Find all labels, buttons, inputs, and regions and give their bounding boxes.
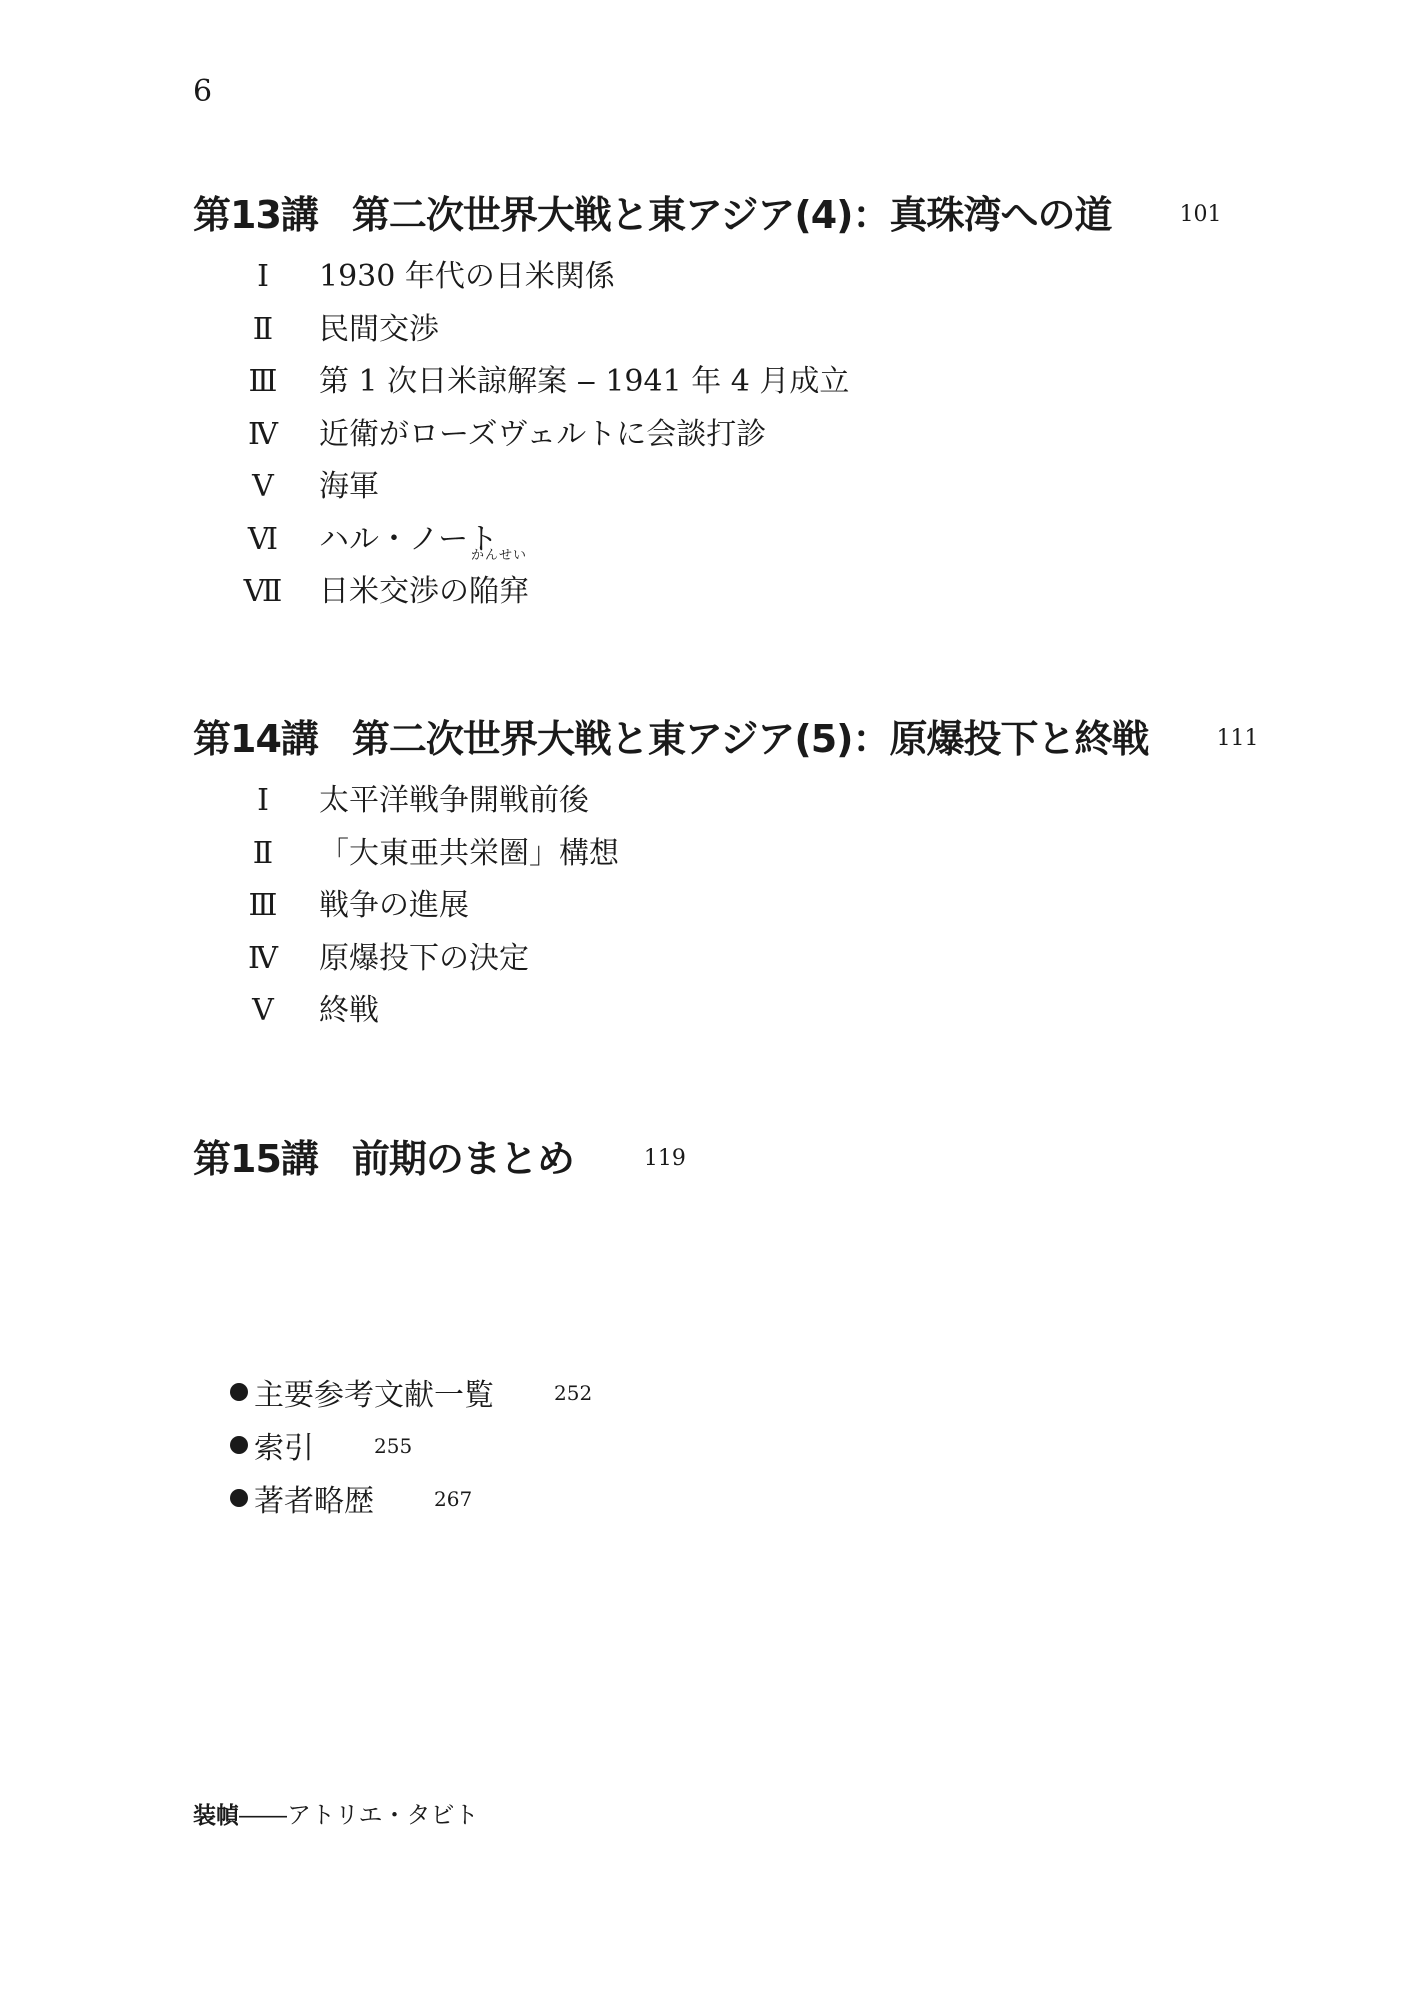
chapter-14: [193, 700, 1259, 1038]
section-item: [193, 409, 1222, 462]
section-item: [193, 514, 1222, 567]
section-title-text: 日米交渉の: [319, 574, 469, 609]
section-number: Ⅴ: [252, 469, 274, 504]
credit-name: アトリエ・タビト: [287, 1801, 479, 1829]
chapter-heading: [193, 1120, 686, 1190]
section-title: 戦争の進展: [319, 888, 469, 923]
chapter-title: [193, 708, 1149, 763]
section-title: 近衛がローズヴェルトに会談打診: [319, 416, 767, 452]
chapter-number: 第14講: [193, 716, 318, 761]
section-number: Ⅱ: [252, 311, 274, 347]
section-number: Ⅲ: [248, 888, 278, 923]
appendix-item: [230, 1365, 592, 1418]
ruby-reading: かんせい: [470, 548, 527, 563]
section-number: Ⅲ: [248, 364, 278, 399]
credit-role: 装幀: [193, 1803, 239, 1829]
section-number: Ⅳ: [248, 416, 278, 452]
chapter-title-text: 第二次世界大戦と東アジア(5)：原爆投下と終戦: [351, 716, 1149, 761]
chapter-title: [193, 184, 1112, 239]
section-item: [193, 828, 1259, 881]
section-title: 太平洋戦争開戦前後: [319, 783, 589, 818]
section-title: 「大東亜共栄圏」構想: [319, 835, 619, 871]
section-title: 第 1 次日米諒解案 ‒ 1941 年 4 月成立: [319, 364, 850, 399]
section-item: [193, 251, 1222, 304]
ruby-word: [469, 548, 529, 619]
appendix-label: 索引: [254, 1430, 314, 1466]
section-list: [193, 251, 1222, 619]
appendix-label: 著者略歴: [254, 1483, 374, 1519]
ruby-base: 陥穽: [469, 574, 529, 609]
design-credit: [193, 1795, 479, 1830]
appendix-item: [230, 1471, 592, 1524]
bullet-icon: [230, 1383, 248, 1401]
section-item: [193, 775, 1259, 828]
chapter-heading: [193, 700, 1259, 770]
section-number: Ⅵ: [247, 521, 279, 557]
section-title: 原爆投下の決定: [319, 940, 529, 976]
credit-dash: ――: [239, 1801, 287, 1829]
section-title: 民間交渉: [319, 311, 439, 347]
bullet-icon: [230, 1436, 248, 1454]
appendix-item: [230, 1418, 592, 1471]
section-item: [193, 548, 1222, 619]
appendix-page-number: 267: [434, 1486, 473, 1511]
section-title: 1930 年代の日米関係: [319, 259, 615, 294]
section-item: [193, 933, 1259, 986]
chapter-number: 第13講: [193, 192, 318, 237]
bullet-icon: [230, 1489, 248, 1507]
appendix-page-number: 252: [554, 1380, 593, 1405]
section-list: [193, 775, 1259, 1038]
chapter-page-number: 101: [1179, 201, 1222, 227]
section-number: Ⅰ: [257, 783, 269, 818]
chapter-title-text: 第二次世界大戦と東アジア(4)：真珠湾への道: [351, 192, 1112, 237]
chapter-title-text: 前期のまとめ: [351, 1136, 574, 1181]
appendix-list: [230, 1365, 592, 1524]
section-item: [193, 356, 1222, 409]
section-number: Ⅶ: [243, 574, 283, 609]
section-number: Ⅱ: [252, 835, 274, 871]
chapter-15: [193, 1120, 686, 1190]
appendix-label: 主要参考文献一覧: [254, 1377, 494, 1413]
section-title: 海軍: [319, 469, 379, 504]
chapter-page-number: 119: [643, 1145, 686, 1171]
chapter-title: [193, 1128, 574, 1183]
chapter-heading: [193, 176, 1222, 246]
section-item: [193, 461, 1222, 514]
chapter-page-number: 111: [1216, 725, 1259, 751]
section-title: ハル・ノート: [319, 521, 499, 557]
section-number: Ⅳ: [248, 940, 278, 976]
chapter-number: 第15講: [193, 1136, 318, 1181]
section-item: [193, 304, 1222, 357]
section-title: 終戦: [319, 993, 379, 1028]
section-title: [319, 548, 529, 619]
section-number: Ⅴ: [252, 993, 274, 1028]
section-item: [193, 880, 1259, 933]
section-number: Ⅰ: [257, 259, 269, 294]
page-number: 6: [193, 74, 213, 109]
appendix-page-number: 255: [374, 1433, 413, 1458]
chapter-13: [193, 176, 1222, 619]
section-item: [193, 985, 1259, 1038]
